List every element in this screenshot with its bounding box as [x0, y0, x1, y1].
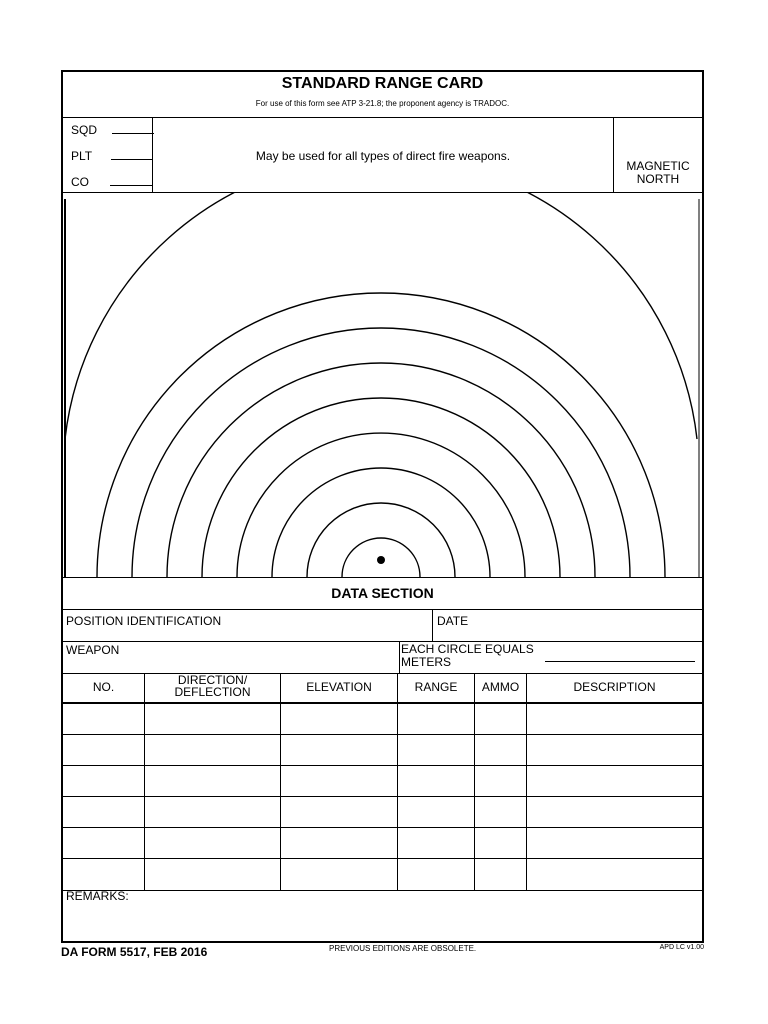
table-cell-range[interactable] — [398, 735, 474, 765]
form-id: DA FORM 5517, FEB 2016 — [61, 945, 208, 959]
range-ring-2 — [307, 503, 455, 577]
circle-label-line1: EACH CIRCLE EQUALS — [401, 642, 534, 656]
form-title: STANDARD RANGE CARD — [281, 75, 484, 92]
table-cell-ammo[interactable] — [475, 704, 526, 734]
table-cell-elevation[interactable] — [281, 828, 397, 858]
table-cell-description[interactable] — [527, 859, 702, 889]
weapon-field[interactable] — [63, 641, 399, 673]
table-cell-direction[interactable] — [145, 828, 280, 858]
header-divider — [63, 117, 702, 118]
table-cell-direction[interactable] — [145, 735, 280, 765]
meters-input[interactable] — [545, 661, 695, 662]
each-circle-equals-label — [401, 643, 534, 669]
circle-label-line2: METERS — [401, 655, 452, 669]
date-label: DATE — [437, 614, 469, 628]
table-cell-description[interactable] — [527, 735, 702, 765]
table-cell-no[interactable] — [63, 766, 144, 796]
table-cell-direction[interactable] — [145, 766, 280, 796]
date-field[interactable] — [433, 609, 702, 641]
table-cell-description[interactable] — [527, 704, 702, 734]
position-identification-field[interactable] — [63, 609, 432, 641]
table-cell-ammo[interactable] — [475, 828, 526, 858]
table-cell-description[interactable] — [527, 828, 702, 858]
form-subtitle: For use of this form see ATP 3-21.8; the proponent agency is TRADOC. — [255, 99, 510, 108]
remarks-field[interactable] — [63, 890, 702, 941]
plt-label: PLT — [71, 149, 92, 163]
table-cell-no[interactable] — [63, 797, 144, 827]
table-cell-range[interactable] — [398, 859, 474, 889]
range-card-form — [61, 70, 704, 943]
col-header-direction-line1: DIRECTION/ — [177, 673, 248, 687]
table-cell-ammo[interactable] — [475, 859, 526, 889]
col-header-direction — [145, 674, 280, 698]
table-cell-range[interactable] — [398, 797, 474, 827]
table-cell-no[interactable] — [63, 704, 144, 734]
table-cell-elevation[interactable] — [281, 859, 397, 889]
col-header-elevation: ELEVATION — [306, 680, 372, 694]
table-cell-elevation[interactable] — [281, 797, 397, 827]
range-circles-sketch[interactable] — [63, 193, 702, 577]
table-cell-range[interactable] — [398, 766, 474, 796]
range-ring-5 — [202, 398, 560, 577]
usage-note: May be used for all types of direct fire weapons. — [255, 149, 511, 163]
table-cell-direction[interactable] — [145, 704, 280, 734]
range-ring-9 — [65, 193, 697, 439]
plt-field[interactable] — [71, 149, 153, 163]
table-cell-no[interactable] — [63, 735, 144, 765]
table-cell-direction[interactable] — [145, 859, 280, 889]
col-header-no: NO. — [92, 680, 115, 694]
col-header-ammo: AMMO — [481, 680, 520, 694]
table-cell-range[interactable] — [398, 704, 474, 734]
table-cell-description[interactable] — [527, 766, 702, 796]
sqd-input[interactable] — [112, 123, 154, 134]
sqd-label: SQD — [71, 123, 98, 137]
co-label: CO — [71, 175, 89, 189]
table-cell-elevation[interactable] — [281, 704, 397, 734]
editions-note: PREVIOUS EDITIONS ARE OBSOLETE. — [329, 944, 477, 953]
table-cell-ammo[interactable] — [475, 797, 526, 827]
remarks-label: REMARKS: — [66, 889, 129, 903]
weapon-position-dot — [377, 556, 385, 564]
table-cell-elevation[interactable] — [281, 735, 397, 765]
table-cell-no[interactable] — [63, 828, 144, 858]
col-header-description: DESCRIPTION — [573, 680, 656, 694]
table-cell-elevation[interactable] — [281, 766, 397, 796]
north-label-line2: NORTH — [636, 172, 680, 186]
table-cell-range[interactable] — [398, 828, 474, 858]
north-label-line1: MAGNETIC — [626, 159, 690, 173]
range-ring-4 — [237, 433, 525, 577]
col-header-direction-line2: DEFLECTION — [174, 685, 251, 699]
table-cell-description[interactable] — [527, 797, 702, 827]
sqd-field[interactable] — [71, 123, 154, 137]
table-cell-no[interactable] — [63, 859, 144, 889]
table-cell-ammo[interactable] — [475, 766, 526, 796]
range-ring-6 — [167, 363, 595, 577]
data-section-top-divider — [63, 577, 702, 578]
position-identification-label: POSITION IDENTIFICATION — [66, 614, 222, 628]
table-cell-direction[interactable] — [145, 797, 280, 827]
data-section-title: DATA SECTION — [331, 585, 434, 601]
circle-divider — [399, 641, 400, 673]
form-version: APD LC v1.00 — [659, 944, 704, 951]
table-cell-ammo[interactable] — [475, 735, 526, 765]
col-header-range: RANGE — [414, 680, 458, 694]
weapon-label: WEAPON — [66, 643, 120, 657]
co-field[interactable] — [71, 175, 152, 189]
co-input[interactable] — [110, 175, 152, 186]
magnetic-north-label — [614, 160, 702, 186]
range-ring-8 — [97, 293, 665, 577]
plt-input[interactable] — [111, 149, 153, 160]
